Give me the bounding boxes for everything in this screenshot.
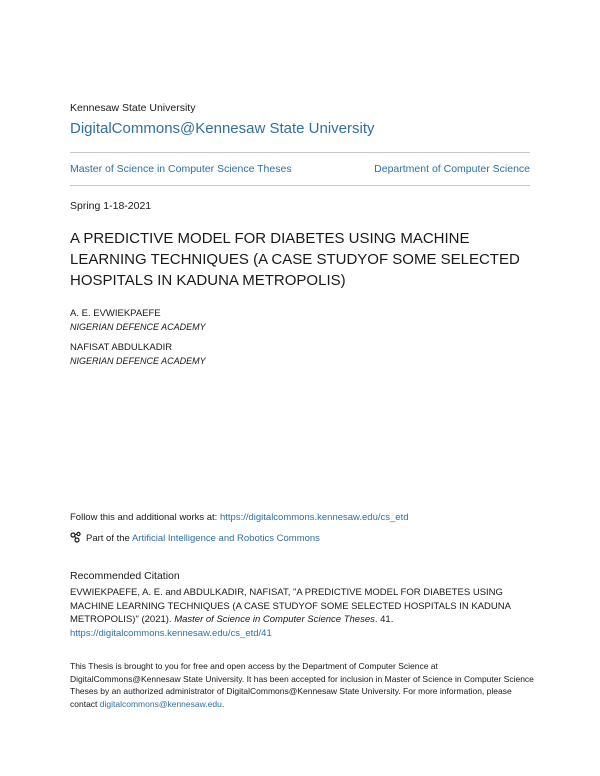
follow-line <box>70 512 409 523</box>
citation-body: EVWIEKPAEFE, A. E. and ABDULKADIR, NAFISAT, "A PREDICTIVE MODEL FOR DIABETES USING MACHINE LEARNING TECHNIQUES (A CASE STUDYOF SOME SELECTED HOSPITALS IN KADUNA METROPOLIS)" (2021). <box>70 587 511 625</box>
citation-heading: Recommended Citation <box>70 570 180 582</box>
citation-number: . 41. <box>374 614 394 625</box>
department-link[interactable]: Department of Computer Science <box>374 163 530 175</box>
notice-text: This Thesis is brought to you for free and open access by the Department of Computer Science at DigitalCommons@Kennesaw State University. It has been accepted for inclusion in Master of Science in Computer Science Theses by an authorized administrator of DigitalCommons@Kennesaw State University. For more information, please contact <box>70 661 534 709</box>
network-commons-icon <box>70 531 82 546</box>
notice-end: . <box>221 698 225 709</box>
collection-url-link[interactable]: https://digitalcommons.kennesaw.edu/cs_etd <box>219 512 409 523</box>
author-name: NAFISAT ABDULKADIR <box>70 342 173 353</box>
divider-top <box>70 152 530 153</box>
author-name: A. E. EVWIEKPAEFE <box>70 308 161 319</box>
commons-link[interactable]: Artificial Intelligence and Robotics Commons <box>131 533 320 544</box>
divider-bottom <box>70 185 530 186</box>
repository-link[interactable]: DigitalCommons@Kennesaw State University <box>70 120 375 137</box>
author-affiliation: NIGERIAN DEFENCE ACADEMY <box>70 322 206 332</box>
access-notice <box>70 660 540 710</box>
publication-date: Spring 1-18-2021 <box>70 200 152 212</box>
collection-theses-link[interactable]: Master of Science in Computer Science Theses <box>70 163 292 175</box>
citation-text <box>70 586 540 640</box>
follow-prefix: Follow this and additional works at: <box>70 512 220 523</box>
paper-title: A PREDICTIVE MODEL FOR DIABETES USING MACHINE LEARNING TECHNIQUES (A CASE STUDYOF SOME SELECTED HOSPITALS IN KADUNA METROPOLIS) <box>70 230 520 289</box>
author-affiliation: NIGERIAN DEFENCE ACADEMY <box>70 356 206 366</box>
citation-series: Master of Science in Computer Science Theses <box>174 614 375 625</box>
institution-name: Kennesaw State University <box>70 102 196 114</box>
partof-line <box>70 531 320 546</box>
contact-email-link[interactable]: digitalcommons@kennesaw.edu <box>99 698 222 709</box>
partof-prefix: Part of the <box>86 533 132 544</box>
citation-url-link[interactable]: https://digitalcommons.kennesaw.edu/cs_etd/41 <box>70 627 272 639</box>
